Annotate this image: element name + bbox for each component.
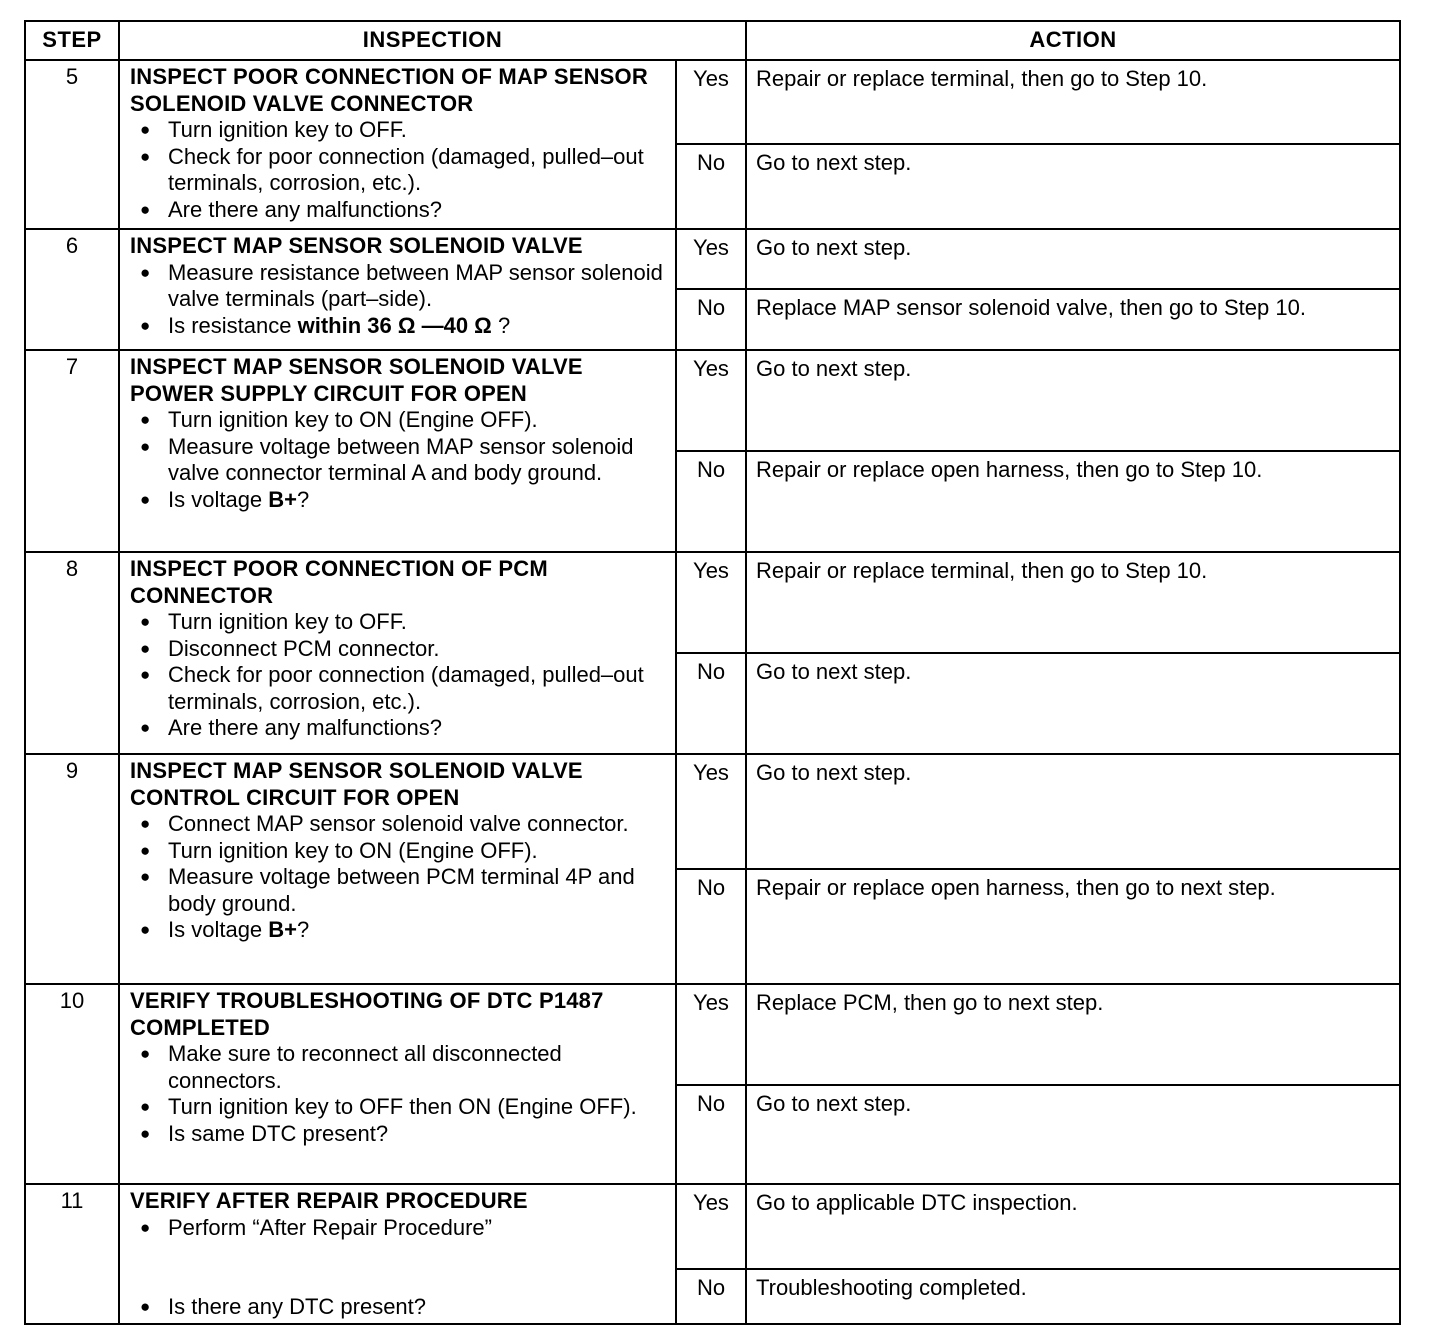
inspection-title: INSPECT POOR CONNECTION OF PCM CONNECTOR [130, 556, 548, 608]
yes-action: Go to next step. [746, 754, 1400, 869]
inspection-title: INSPECT MAP SENSOR SOLENOID VALVE [130, 233, 583, 258]
yes-action: Go to next step. [746, 350, 1400, 451]
no-label: No [676, 653, 746, 754]
step-number: 9 [25, 754, 119, 984]
step-number: 6 [25, 229, 119, 350]
inspection-title: INSPECT MAP SENSOR SOLENOID VALVE POWER SUPPLY CIRCUIT FOR OPEN [130, 354, 583, 406]
bullet-item: ● Turn ignition key to OFF then ON (Engine OFF). [130, 1094, 669, 1121]
bullet-text: ? [297, 917, 310, 942]
bullet-item: ● Connect MAP sensor solenoid valve connector. [130, 811, 669, 838]
inspection-header: INSPECTION [119, 21, 746, 60]
yes-action: Replace PCM, then go to next step. [746, 984, 1400, 1085]
yes-action: Go to applicable DTC inspection. [746, 1184, 1400, 1269]
step-row-yes [25, 552, 1400, 653]
bullet-item: ● Measure resistance between MAP sensor solenoid valve terminals (part–side). [130, 260, 669, 313]
bullet-item: ● Measure voltage between MAP sensor solenoid valve connector terminal A and body ground. [130, 434, 669, 487]
yes-label: Yes [676, 552, 746, 653]
inspection-title: INSPECT POOR CONNECTION OF MAP SENSOR SOLENOID VALVE CONNECTOR [130, 64, 648, 116]
bullet-item: ● Is same DTC present? [130, 1121, 669, 1148]
bullet-item: ● Are there any malfunctions? [130, 715, 669, 742]
bullet-item: ● Turn ignition key to ON (Engine OFF). [130, 407, 669, 434]
resistance-spec: within 36 Ω —40 Ω [297, 312, 492, 338]
step-row-yes [25, 350, 1400, 451]
inspection-bullets [130, 117, 669, 223]
yes-action: Repair or replace terminal, then go to Step 10. [746, 60, 1400, 144]
voltage-spec: B+ [268, 917, 298, 942]
yes-label: Yes [676, 754, 746, 869]
bullet-item: ● Measure voltage between PCM terminal 4P and body ground. [130, 864, 669, 917]
no-label: No [676, 289, 746, 350]
inspection-cell [119, 60, 676, 229]
bullet-item: ● Are there any malfunctions? [130, 197, 669, 224]
yes-label: Yes [676, 350, 746, 451]
inspection-cell [119, 984, 676, 1184]
bullet-item: ● Turn ignition key to OFF. [130, 609, 669, 636]
step-number: 7 [25, 350, 119, 552]
no-action: Repair or replace open harness, then go to Step 10. [746, 451, 1400, 552]
no-action: Troubleshooting completed. [746, 1269, 1400, 1324]
bullet-item: ● Turn ignition key to ON (Engine OFF). [130, 838, 669, 865]
no-label: No [676, 451, 746, 552]
no-label: No [676, 1085, 746, 1184]
bullet-text: Is resistance [168, 312, 298, 338]
bullet-item: ● Is there any DTC present? [130, 1294, 669, 1321]
no-action: Go to next step. [746, 653, 1400, 754]
no-action: Go to next step. [746, 1085, 1400, 1184]
bullet-item [130, 313, 669, 340]
step-row-yes [25, 229, 1400, 289]
yes-label: Yes [676, 229, 746, 289]
troubleshooting-table [24, 20, 1401, 1325]
bullet-item [130, 917, 669, 944]
bullet-item: ● Check for poor connection (damaged, pulled–out terminals, corrosion, etc.). [130, 662, 669, 715]
voltage-spec: B+ [268, 486, 298, 512]
bullet-text: ? [297, 486, 310, 512]
inspection-bullets [130, 1041, 669, 1147]
inspection-cell [119, 552, 676, 754]
step-header: STEP [25, 21, 119, 60]
inspection-title: INSPECT MAP SENSOR SOLENOID VALVE CONTROL CIRCUIT FOR OPEN [130, 758, 583, 810]
inspection-bullets [130, 811, 669, 944]
no-label: No [676, 869, 746, 984]
step-number: 8 [25, 552, 119, 754]
inspection-bullets [130, 407, 669, 513]
yes-label: Yes [676, 1184, 746, 1269]
inspection-cell [119, 350, 676, 552]
step-row-yes [25, 1184, 1400, 1269]
step-number: 5 [25, 60, 119, 229]
bullet-item [130, 487, 669, 514]
inspection-bullets [130, 1215, 669, 1321]
yes-action: Go to next step. [746, 229, 1400, 289]
step-number: 10 [25, 984, 119, 1184]
inspection-title: VERIFY TROUBLESHOOTING OF DTC P1487 COMPLETED [130, 988, 604, 1040]
bullet-item: ● Perform “After Repair Procedure” [130, 1215, 669, 1242]
header-row [25, 21, 1400, 60]
step-row-yes [25, 984, 1400, 1085]
bullet-item: ● Check for poor connection (damaged, pulled–out terminals, corrosion, etc.). [130, 144, 669, 197]
inspection-cell [119, 754, 676, 984]
step-row-yes [25, 60, 1400, 144]
inspection-bullets [130, 260, 669, 340]
inspection-cell [119, 1184, 676, 1324]
bullet-item: ● Make sure to reconnect all disconnected connectors. [130, 1041, 669, 1094]
step-row-yes [25, 754, 1400, 869]
action-header: ACTION [746, 21, 1400, 60]
inspection-title: VERIFY AFTER REPAIR PROCEDURE [130, 1188, 528, 1213]
yes-label: Yes [676, 60, 746, 144]
yes-label: Yes [676, 984, 746, 1085]
inspection-bullets [130, 609, 669, 742]
no-action: Go to next step. [746, 144, 1400, 229]
no-label: No [676, 1269, 746, 1324]
no-action: Repair or replace open harness, then go to next step. [746, 869, 1400, 984]
bullet-text: ? [491, 312, 511, 338]
step-number: 11 [25, 1184, 119, 1324]
bullet-text: Is voltage [168, 486, 269, 512]
bullet-item: ● Disconnect PCM connector. [130, 636, 669, 663]
no-action: Replace MAP sensor solenoid valve, then go to Step 10. [746, 289, 1400, 350]
bullet-item: ● Turn ignition key to OFF. [130, 117, 669, 144]
inspection-cell [119, 229, 676, 350]
yes-action: Repair or replace terminal, then go to Step 10. [746, 552, 1400, 653]
bullet-text: Is voltage [168, 917, 269, 942]
no-label: No [676, 144, 746, 229]
